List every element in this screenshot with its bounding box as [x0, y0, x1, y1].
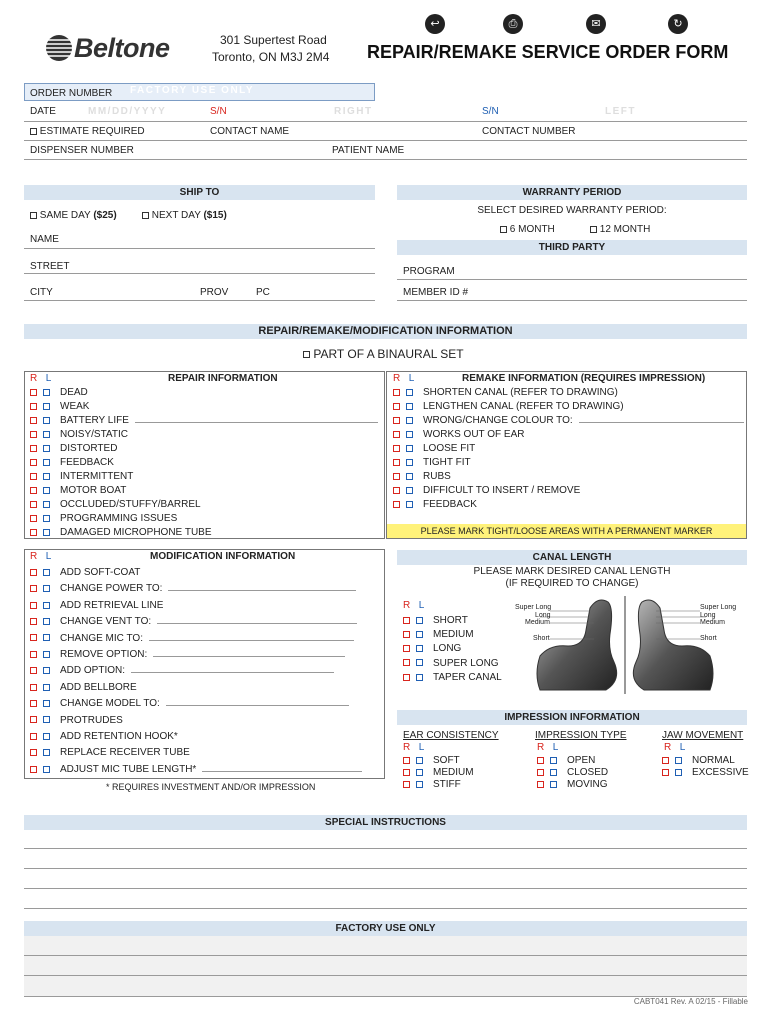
diagram-label-long-r: Long [535, 612, 551, 619]
right-checkbox[interactable] [537, 757, 544, 764]
right-checkbox[interactable] [30, 459, 37, 466]
estimate-required[interactable]: ESTIMATE REQUIRED [30, 125, 145, 139]
same-day-option[interactable]: SAME DAY ($25) [30, 209, 117, 223]
factory-use-area [24, 936, 747, 997]
left-checkbox[interactable] [43, 569, 50, 576]
right-checkbox[interactable] [30, 667, 37, 674]
item-label: PROTRUDES [60, 714, 123, 726]
item-label: SHORT [433, 615, 468, 626]
left-checkbox[interactable] [550, 781, 557, 788]
item-label: DEAD [60, 387, 88, 398]
right-checkbox[interactable] [30, 389, 37, 396]
left-checkbox[interactable] [416, 781, 423, 788]
left-checkbox[interactable] [43, 431, 50, 438]
item-label: DIFFICULT TO INSERT / REMOVE [423, 485, 581, 496]
right-checkbox[interactable] [537, 781, 544, 788]
left-checkbox[interactable] [43, 766, 50, 773]
canal-length-item [403, 657, 499, 671]
type-rl: R L [537, 742, 560, 753]
left-checkbox[interactable] [675, 769, 682, 776]
repair-header: REPAIR INFORMATION [168, 373, 278, 384]
fill-in-line[interactable] [168, 582, 356, 591]
page-title: REPAIR/REMAKE SERVICE ORDER FORM [367, 42, 729, 62]
back-icon[interactable]: ↩ [425, 14, 445, 34]
factory-use-watermark: FACTORY USE ONLY [130, 85, 255, 96]
right-checkbox[interactable] [393, 403, 400, 410]
street-label: STREET [30, 261, 70, 272]
item-label: INTERMITTENT [60, 471, 134, 482]
left-checkbox[interactable] [675, 757, 682, 764]
address-line-2: Toronto, ON M3J 2M4 [212, 50, 330, 64]
right-checkbox[interactable] [30, 431, 37, 438]
item-label: WORKS OUT OF EAR [423, 429, 525, 440]
repair-item [30, 386, 88, 400]
next-day-option[interactable]: NEXT DAY ($15) [142, 209, 227, 223]
modification-rl-header: R L [30, 551, 53, 562]
fill-in-line[interactable] [135, 414, 378, 423]
beltone-globe-icon [44, 33, 74, 63]
right-checkbox[interactable] [30, 749, 37, 756]
six-month-option[interactable]: 6 MONTH [500, 223, 555, 237]
right-checkbox[interactable] [30, 569, 37, 576]
diagram-label-long-l: Long [700, 612, 716, 619]
date-placeholder[interactable]: MM/DD/YYYY [88, 106, 167, 117]
left-checkbox[interactable] [43, 684, 50, 691]
fill-in-line[interactable] [149, 632, 354, 641]
item-label: OCCLUDED/STUFFY/BARREL [60, 499, 201, 510]
left-checkbox[interactable] [416, 769, 423, 776]
sn-right-label: S/N [210, 106, 227, 117]
remake-rl-header: R L [393, 373, 416, 384]
left-checkbox[interactable] [43, 634, 50, 641]
right-checkbox[interactable] [403, 631, 410, 638]
left-checkbox[interactable] [550, 769, 557, 776]
right-checkbox[interactable] [30, 473, 37, 480]
left-checkbox[interactable] [43, 473, 50, 480]
repair-item [30, 442, 117, 456]
remake-header: REMAKE INFORMATION (REQUIRES IMPRESSION) [462, 373, 706, 384]
order-number-label: ORDER NUMBER [30, 88, 113, 99]
modification-item [30, 714, 123, 728]
email-icon[interactable]: ✉ [586, 14, 606, 34]
twelve-month-option[interactable]: 12 MONTH [590, 223, 650, 237]
item-label: DISTORTED [60, 443, 118, 454]
left-placeholder[interactable]: LEFT [605, 106, 636, 117]
right-checkbox[interactable] [537, 769, 544, 776]
left-checkbox[interactable] [43, 651, 50, 658]
modification-item [30, 599, 163, 613]
left-checkbox[interactable] [406, 459, 413, 466]
canal-rl-header: R L [403, 600, 426, 611]
left-checkbox[interactable] [416, 631, 423, 638]
beltone-logo [44, 32, 189, 64]
right-checkbox[interactable] [393, 445, 400, 452]
remake-note: PLEASE MARK TIGHT/LOOSE AREAS WITH A PERMANENT MARKER [387, 524, 746, 538]
item-label: DAMAGED MICROPHONE TUBE [60, 527, 212, 538]
diagram-label-super-long-l: Super Long [700, 604, 737, 611]
left-checkbox[interactable] [406, 473, 413, 480]
left-checkbox[interactable] [406, 417, 413, 424]
right-checkbox[interactable] [30, 501, 37, 508]
estimate-checkbox[interactable] [30, 128, 37, 135]
remake-item [393, 428, 525, 442]
left-checkbox[interactable] [43, 529, 50, 536]
item-label: MOVING [567, 779, 608, 790]
remake-item [393, 414, 744, 428]
prov-label: PROV [200, 287, 229, 298]
third-party-header: THIRD PARTY [397, 240, 747, 255]
binaural-option[interactable]: PART OF A BINAURAL SET [303, 347, 464, 361]
item-label: EXCESSIVE [692, 767, 749, 778]
diagram-label-super-long-r: Super Long [515, 604, 552, 611]
remake-item [393, 386, 618, 400]
fill-in-line[interactable] [579, 414, 744, 423]
right-checkbox[interactable] [403, 659, 410, 666]
jaw-movement-title: JAW MOVEMENT [662, 730, 744, 741]
repair-item [30, 526, 212, 540]
right-checkbox[interactable] [662, 757, 669, 764]
left-checkbox[interactable] [43, 749, 50, 756]
right-checkbox[interactable] [393, 501, 400, 508]
address-line-1: 301 Supertest Road [220, 33, 327, 47]
right-checkbox[interactable] [393, 459, 400, 466]
item-label: TIGHT FIT [423, 457, 471, 468]
program-label: PROGRAM [403, 266, 455, 277]
right-checkbox[interactable] [393, 431, 400, 438]
right-checkbox[interactable] [403, 617, 410, 624]
right-checkbox[interactable] [662, 769, 669, 776]
item-label: OPEN [567, 755, 596, 766]
right-checkbox[interactable] [403, 757, 410, 764]
fill-in-line[interactable] [202, 763, 362, 772]
left-checkbox[interactable] [406, 501, 413, 508]
left-checkbox[interactable] [43, 515, 50, 522]
canal-length-item [403, 628, 474, 642]
left-checkbox[interactable] [43, 716, 50, 723]
fill-in-line[interactable] [157, 615, 357, 624]
item-label: ADD BELLBORE [60, 681, 137, 693]
right-checkbox[interactable] [30, 403, 37, 410]
right-checkbox[interactable] [30, 700, 37, 707]
item-label: SUPER LONG [433, 657, 499, 669]
rrm-header: REPAIR/REMAKE/MODIFICATION INFORMATION [24, 324, 747, 339]
item-label: CHANGE VENT TO: [60, 616, 152, 628]
right-checkbox[interactable] [30, 684, 37, 691]
repair-item [30, 428, 128, 442]
right-checkbox[interactable] [403, 781, 410, 788]
diagram-label-short-r: Short [533, 635, 550, 642]
item-label: SOFT [433, 755, 460, 766]
repair-item [30, 400, 89, 414]
fill-in-line[interactable] [153, 648, 345, 657]
item-label: ADD RETRIEVAL LINE [60, 599, 164, 611]
canal-length-item [403, 671, 502, 685]
left-checkbox[interactable] [406, 487, 413, 494]
modification-item [30, 582, 356, 596]
factory-use-header: FACTORY USE ONLY [24, 921, 747, 936]
item-label: MEDIUM [433, 629, 474, 641]
modification-item [30, 730, 178, 744]
left-checkbox[interactable] [416, 617, 423, 624]
repair-item [30, 414, 378, 428]
modification-item [30, 697, 349, 711]
left-checkbox[interactable] [43, 389, 50, 396]
item-label: MEDIUM [433, 767, 474, 778]
fill-in-line[interactable] [131, 664, 334, 673]
modification-footnote: * REQUIRES INVESTMENT AND/OR IMPRESSION [106, 782, 316, 792]
right-checkbox[interactable] [393, 473, 400, 480]
modification-item [30, 632, 354, 646]
left-checkbox[interactable] [406, 431, 413, 438]
item-label: WRONG/CHANGE COLOUR TO: [423, 415, 573, 426]
name-label: NAME [30, 234, 59, 245]
pc-label: PC [256, 287, 270, 298]
item-label: LONG [433, 643, 462, 655]
item-label: CHANGE POWER TO: [60, 583, 163, 595]
right-placeholder[interactable]: RIGHT [334, 106, 373, 117]
canal-instruction-2: (IF REQUIRED TO CHANGE) [505, 578, 639, 589]
modification-item [30, 763, 362, 777]
binaural-checkbox[interactable] [303, 351, 310, 358]
right-checkbox[interactable] [30, 417, 37, 424]
logo-text: Beltone [74, 33, 170, 63]
item-label: RUBS [423, 471, 451, 482]
jaw-rl: R L [664, 742, 687, 753]
right-checkbox[interactable] [30, 445, 37, 452]
item-label: MOTOR BOAT [60, 485, 127, 496]
left-checkbox[interactable] [43, 733, 50, 740]
right-checkbox[interactable] [30, 651, 37, 658]
item-label: FEEDBACK [60, 457, 114, 468]
item-label: TAPER CANAL [433, 671, 502, 683]
right-checkbox[interactable] [30, 487, 37, 494]
modification-item [30, 746, 190, 760]
left-checkbox[interactable] [43, 417, 50, 424]
item-label: STIFF [433, 779, 461, 790]
remake-item [393, 484, 580, 498]
ear-consistency-title: EAR CONSISTENCY [403, 730, 499, 741]
reset-icon[interactable]: ↻ [668, 14, 688, 34]
impression-header: IMPRESSION INFORMATION [397, 710, 747, 725]
right-checkbox[interactable] [30, 766, 37, 773]
canal-length-item [403, 642, 461, 656]
remake-item [393, 498, 477, 512]
left-checkbox[interactable] [43, 667, 50, 674]
twelve-month-checkbox[interactable] [590, 226, 597, 233]
left-checkbox[interactable] [416, 645, 423, 652]
member-id-label: MEMBER ID # [403, 287, 469, 298]
city-label: CITY [30, 287, 53, 298]
canal-instruction-1: PLEASE MARK DESIRED CANAL LENGTH [473, 566, 671, 577]
fill-in-line[interactable] [166, 697, 349, 706]
left-checkbox[interactable] [43, 403, 50, 410]
repair-rl-header: R L [30, 373, 53, 384]
consistency-rl: R L [403, 742, 426, 753]
left-checkbox[interactable] [406, 389, 413, 396]
ship-to-header: SHIP TO [24, 185, 375, 200]
item-label: FEEDBACK [423, 499, 477, 510]
right-checkbox[interactable] [403, 645, 410, 652]
left-checkbox[interactable] [43, 602, 50, 609]
left-checkbox[interactable] [416, 757, 423, 764]
modification-item [30, 648, 345, 662]
right-checkbox[interactable] [403, 674, 410, 681]
left-checkbox[interactable] [416, 659, 423, 666]
item-label: CHANGE MODEL TO: [60, 698, 160, 710]
left-checkbox[interactable] [43, 585, 50, 592]
left-checkbox[interactable] [43, 459, 50, 466]
next-day-checkbox[interactable] [142, 212, 149, 219]
right-checkbox[interactable] [30, 515, 37, 522]
item-label: NOISY/STATIC [60, 429, 128, 440]
canal-length-header: CANAL LENGTH [397, 550, 747, 565]
impression-type-item [537, 778, 608, 792]
special-instructions-header: SPECIAL INSTRUCTIONS [24, 815, 747, 830]
repair-item [30, 512, 177, 526]
item-label: REMOVE OPTION: [60, 649, 148, 660]
left-checkbox[interactable] [43, 501, 50, 508]
modification-item [30, 615, 357, 629]
contact-name-label: CONTACT NAME [210, 126, 290, 137]
right-checkbox[interactable] [30, 618, 37, 625]
date-label: DATE [30, 106, 56, 117]
left-checkbox[interactable] [416, 674, 423, 681]
contact-number-label: CONTACT NUMBER [482, 126, 576, 137]
print-icon[interactable]: ⎙ [503, 14, 523, 34]
right-checkbox[interactable] [30, 634, 37, 641]
ear-consistency-item [403, 778, 461, 792]
left-checkbox[interactable] [406, 403, 413, 410]
left-checkbox[interactable] [43, 487, 50, 494]
item-label: NORMAL [692, 755, 735, 766]
diagram-label-medium-r: Medium [525, 619, 550, 626]
modification-item [30, 681, 137, 695]
dispenser-number-label: DISPENSER NUMBER [30, 145, 134, 156]
diagram-label-medium-l: Medium [700, 619, 725, 626]
modification-header: MODIFICATION INFORMATION [150, 551, 296, 562]
item-label: ADD OPTION: [60, 665, 126, 677]
right-checkbox[interactable] [403, 769, 410, 776]
item-label: ADD RETENTION HOOK* [60, 731, 178, 742]
right-checkbox[interactable] [30, 716, 37, 723]
item-label: CHANGE MIC TO: [60, 632, 143, 644]
canal-length-item [403, 614, 468, 628]
right-checkbox[interactable] [30, 529, 37, 536]
right-checkbox[interactable] [393, 487, 400, 494]
jaw-movement-item [662, 766, 749, 780]
patient-name-label: PATIENT NAME [332, 145, 405, 156]
remake-item [393, 442, 475, 456]
remake-item [393, 470, 451, 484]
sn-left-label: S/N [482, 106, 499, 117]
modification-item [30, 664, 334, 678]
remake-item [393, 400, 624, 414]
item-label: BATTERY LIFE [60, 415, 129, 426]
item-label: LENGTHEN CANAL (REFER TO DRAWING) [423, 401, 624, 412]
left-checkbox[interactable] [406, 445, 413, 452]
right-checkbox[interactable] [30, 733, 37, 740]
six-month-checkbox[interactable] [500, 226, 507, 233]
item-label: REPLACE RECEIVER TUBE [60, 747, 190, 759]
left-checkbox[interactable] [550, 757, 557, 764]
item-label: SHORTEN CANAL (REFER TO DRAWING) [423, 387, 618, 398]
warranty-header: WARRANTY PERIOD [397, 185, 747, 200]
diagram-label-short-l: Short [700, 635, 717, 642]
left-checkbox[interactable] [43, 618, 50, 625]
item-label: LOOSE FIT [423, 443, 476, 454]
warranty-select-label: SELECT DESIRED WARRANTY PERIOD: [477, 205, 667, 216]
left-checkbox[interactable] [43, 700, 50, 707]
repair-item [30, 484, 126, 498]
item-label: ADD SOFT-COAT [60, 567, 141, 578]
form-code-footer: CABT041 Rev. A 02/15 - Fillable [633, 997, 748, 1006]
item-label: ADJUST MIC TUBE LENGTH* [60, 763, 197, 775]
left-checkbox[interactable] [43, 445, 50, 452]
repair-item [30, 456, 114, 470]
repair-item [30, 498, 201, 512]
repair-item [30, 470, 133, 484]
right-checkbox[interactable] [393, 389, 400, 396]
item-label: WEAK [60, 401, 90, 412]
right-checkbox[interactable] [30, 602, 37, 609]
item-label: PROGRAMMING ISSUES [60, 513, 178, 524]
remake-item [393, 456, 471, 470]
impression-type-title: IMPRESSION TYPE [535, 730, 627, 741]
modification-item [30, 566, 140, 580]
item-label: CLOSED [567, 767, 609, 778]
right-checkbox[interactable] [393, 417, 400, 424]
same-day-checkbox[interactable] [30, 212, 37, 219]
right-checkbox[interactable] [30, 585, 37, 592]
